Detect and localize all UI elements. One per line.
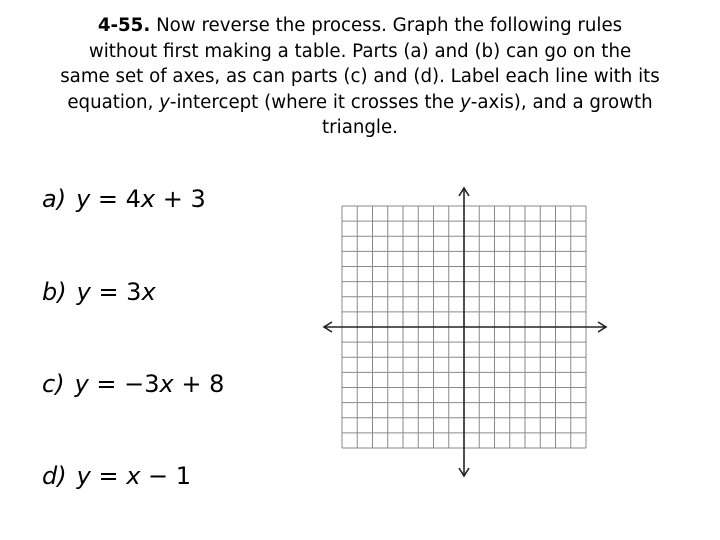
problem-text-1: Now reverse the process. Graph the following rules [156,15,623,36]
eq-tail: + 3 [155,185,206,213]
eq-tail: + 8 [173,370,225,398]
eq-lhs: y [74,370,89,398]
problem-line-5: triangle. [322,117,398,138]
problem-statement [30,13,690,141]
coordinate-grid [320,185,610,480]
problem-line-3: same set of axes, as can parts (c) and (d). Label each line with its [60,66,660,87]
part-c [42,369,224,399]
part-letter: c) [42,370,65,398]
problem-text-4c: -axis), and a growth [470,91,653,113]
part-letter: d) [42,462,67,490]
problem-number: 4-55. [97,15,151,36]
part-equation [77,462,191,490]
eq-x: x [140,185,156,213]
problem-text-4b: -intercept (where it crosses the [169,91,461,113]
eq-rest: = −3 [88,370,160,398]
problem-line-2: without first making a table. Parts (a) and (b) can go on the [88,40,632,62]
eq-rest: = 4 [90,185,141,213]
eq-x: x [141,278,156,306]
problem-line-4 [30,90,690,116]
eq-lhs: y [76,185,91,213]
part-equation [76,185,206,213]
part-letter: b) [42,278,67,306]
eq-tail: − 1 [140,462,192,490]
eq-lhs: y [76,278,91,306]
part-equation [77,278,156,306]
part-letter: a) [42,185,67,213]
part-d [42,461,191,491]
part-b [42,277,156,307]
problem-text-4a: equation, [67,91,160,113]
problem-text-4y: y [159,91,170,113]
part-a [42,184,206,214]
eq-x: x [126,462,141,490]
part-equation [75,370,225,398]
eq-rest: = 3 [90,278,142,306]
problem-text-4y2: y [460,91,471,113]
eq-lhs: y [76,462,91,490]
eq-x: x [159,370,174,398]
problem-line-1 [30,13,690,39]
eq-rest: = [90,462,127,490]
